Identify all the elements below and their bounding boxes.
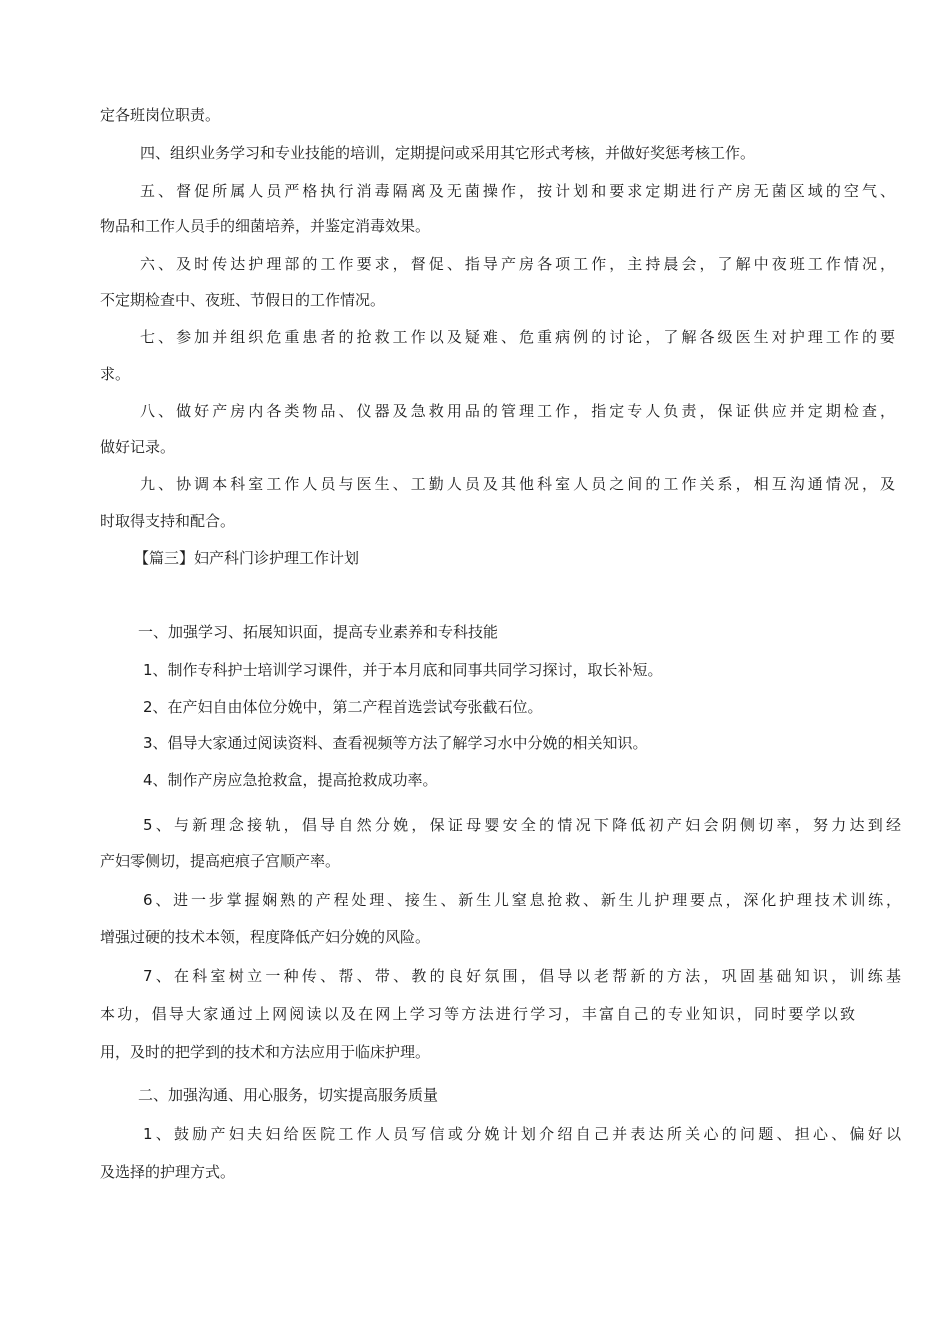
list-item: 1、制作专科护士培训学习课件，并于本月底和同事共同学习探讨，取长补短。 (143, 661, 663, 679)
list-item: 1、鼓励产妇夫妇给医院工作人员写信或分娩计划介绍自己并表达所关心的问题、担心、偏好以 (143, 1125, 901, 1143)
paragraph-line: 定各班岗位职责。 (100, 106, 221, 124)
paragraph-line: 八、做好产房内各类物品、仪器及急救用品的管理工作，指定专人负责，保证供应并定期检查， (140, 402, 895, 420)
paragraph-line: 时取得支持和配合。 (100, 512, 236, 530)
paragraph-line: 求。 (100, 365, 131, 383)
list-item: 2、在产妇自由体位分娩中，第二产程首选尝试夸张截石位。 (143, 698, 543, 716)
list-item: 5、与新理念接轨，倡导自然分娩，保证母婴安全的情况下降低初产妇会阴侧切率，努力达到经 (143, 816, 901, 834)
subsection-heading: 二、加强沟通、用心服务，切实提高服务质量 (138, 1086, 439, 1104)
paragraph-line: 四、组织业务学习和专业技能的培训，定期提问或采用其它形式考核，并做好奖惩考核工作。 (140, 144, 756, 162)
paragraph-line: 增强过硬的技术本领，程度降低产妇分娩的风险。 (100, 928, 431, 946)
paragraph-line: 做好记录。 (100, 438, 176, 456)
list-item: 7、在科室树立一种传、帮、带、教的良好氛围，倡导以老帮新的方法，巩固基础知识，训练基 (143, 967, 901, 985)
paragraph-line: 物品和工作人员手的细菌培养，并鉴定消毒效果。 (100, 217, 431, 235)
list-item: 6、进一步掌握娴熟的产程处理、接生、新生儿窒息抢救、新生儿护理要点，深化护理技术训练， (143, 891, 901, 909)
paragraph-line: 产妇零侧切，提高疤痕子宫顺产率。 (100, 852, 341, 870)
paragraph-line: 九、协调本科室工作人员与医生、工勤人员及其他科室人员之间的工作关系，相互沟通情况，及 (140, 475, 895, 493)
paragraph-line: 不定期检查中、夜班、节假日的工作情况。 (100, 291, 386, 309)
paragraph-line: 用，及时的把学到的技术和方法应用于临床护理。 (100, 1043, 431, 1061)
paragraph-line: 七、参加并组织危重患者的抢救工作以及疑难、危重病例的讨论，了解各级医生对护理工作的要 (140, 328, 895, 346)
paragraph-line: 五、督促所属人员严格执行消毒隔离及无菌操作，按计划和要求定期进行产房无菌区域的空气、 (140, 182, 895, 200)
subsection-heading: 一、加强学习、拓展知识面，提高专业素养和专科技能 (138, 623, 499, 641)
list-item: 3、倡导大家通过阅读资料、查看视频等方法了解学习水中分娩的相关知识。 (143, 734, 648, 752)
list-item: 4、制作产房应急抢救盒，提高抢救成功率。 (143, 771, 438, 789)
section-heading: 【篇三】妇产科门诊护理工作计划 (134, 549, 360, 567)
paragraph-line: 本功，倡导大家通过上网阅读以及在网上学习等方法进行学习，丰富自己的专业知识，同时要学以致 (100, 1005, 855, 1023)
paragraph-line: 六、及时传达护理部的工作要求，督促、指导产房各项工作，主持晨会，了解中夜班工作情况， (140, 255, 895, 273)
paragraph-line: 及选择的护理方式。 (100, 1163, 236, 1181)
